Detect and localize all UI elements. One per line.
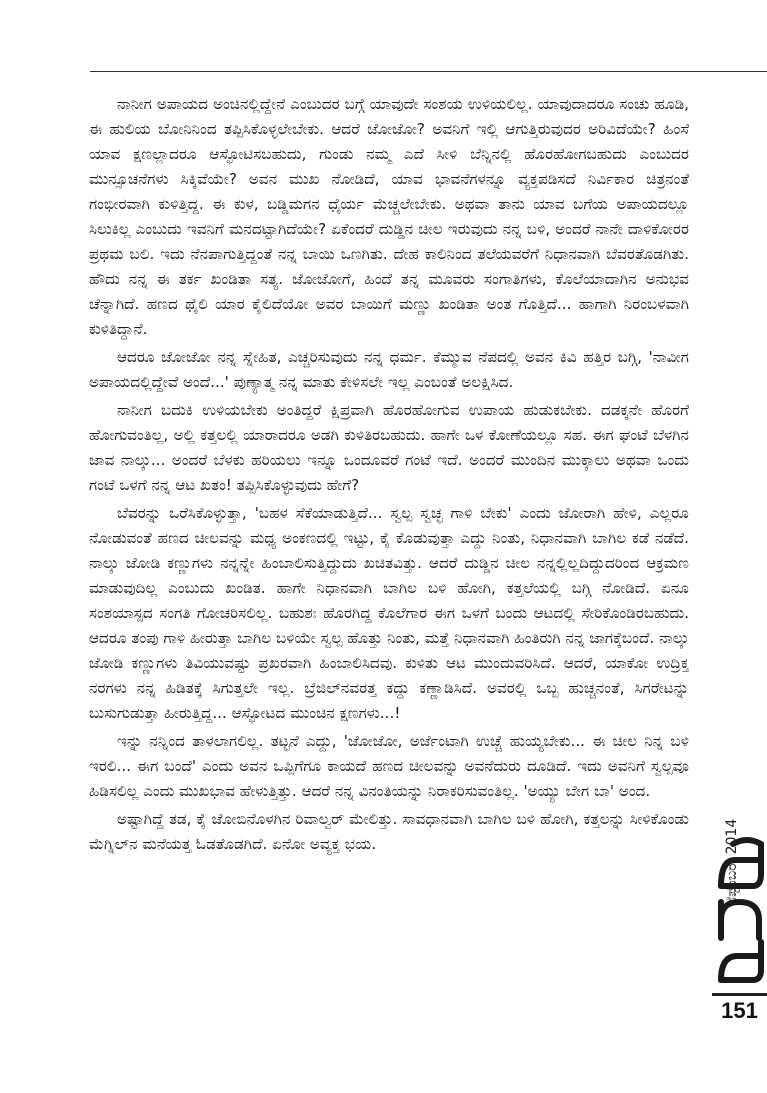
paragraph: ನಾನೀಗ ಅಪಾಯದ ಅಂಚಿನಲ್ಲಿದ್ದೇನೆ ಎಂಬುದರ ಬಗ್ಗೆ ಯಾವುದೇ ಸಂಶಯ ಉಳಿಯಲಿಲ್ಲ. ಯಾವುದಾದರೂ ಸಂಚು ಹೂಡಿ, ಈ ಹುಲಿಯ ಬೋನಿನಿಂದ ತಪ್ಪಿಸಿಕೊಳ್ಳಲೇಬೇಕು. ಆದರೆ ಜೋಜೋ? ಅವನಿಗೆ ಇಲ್ಲಿ ಆಗುತ್ತಿರುವುದರ ಅರಿವಿದೆಯೇ? ಹಿಂಸೆ ಯಾವ ಕ್ಷಣಲ್ಲಾದರೂ ಆಸ್ಫೋಟಿಸಬಹುದು, ಗುಂಡು ನಮ್ಮ ಎದೆ ಸೀಳಿ ಬೆನ್ನಿನಲ್ಲಿ ಹೊರಹೋಗಬಹುದು ಎಂಬುದರ ಮುನ್ಸೂಚನೆಗಳು ಸಿಕ್ಕಿವೆಯೇ? ಅವನ ಮುಖ ನೋಡಿದೆ, ಯಾವ ಭಾವನೆಗಳನ್ನೂ ವ್ಯಕ್ತಪಡಿಸದೆ ನಿರ್ವಿಕಾರ ಚಿತ್ರನಂತೆ ಗಂಭೀರವಾಗಿ ಕುಳಿತ್ತಿದ್ದ. ಈ ಕುಳ, ಬಡ್ಡಿಮಗನ ಧೈರ್ಯ ಮೆಚ್ಚಲೇಬೇಕು. ಅಥವಾ ತಾನು ಯಾವ ಬಗೆಯ ಅಪಾಯದಲ್ಲೂ ಸಿಲುಕಿಲ್ಲ ಎಂಬುದು ಇವನಿಗೆ ಮನದಟ್ಟಾಗಿದೆಯೇ? ಏಕೆಂದರೆ ದುಡ್ಡಿನ ಚೀಲ ಇರುವುದು ನನ್ನ ಬಳಿ, ಅಂದರೆ ನಾನೇ ದಾಳಿಕೋರರ ಪ್ರಥಮ ಬಲಿ. ಇದು ನೆನಪಾಗುತ್ತಿದ್ದಂತೆ ನನ್ನ ಬಾಯಿ ಒಣಗಿತು. ದೇಹ ಕಾಲಿನಿಂದ ತಲೆಯವರೆಗೆ ನಿಧಾನವಾಗಿ ಬೆವರತೊಡಗಿತು. ಹೌದು ನನ್ನ ಈ ತರ್ಕ ಖಂಡಿತಾ ಸತ್ಯ. ಜೋಜೋಗೆ, ಹಿಂದೆ ತನ್ನ ಮೂವರು ಸಂಗಾತಿಗಳು, ಕೊಲೆಯಾದಾಗಿನ ಅನುಭವ ಚೆನ್ನಾಗಿದೆ. ಹಣದ ಥೈಲಿ ಯಾರ ಕೈಲಿದೆಯೋ ಅವರ ಬಾಯಿಗೆ ಮಣ್ಣು ಖಂಡಿತಾ ಅಂತ ಗೊತ್ತಿದೆ... ಹಾಗಾಗಿ ನಿರಂಬಳವಾಗಿ ಕುಳಿತಿದ್ದಾನೆ. (89, 95, 689, 338)
magazine-logo (713, 830, 767, 986)
paragraph: ಅಷ್ಟಾಗಿದ್ದೆ ತಡ, ಕೈ ಜೋಬಿನೊಳಗಿನ ರಿವಾಲ್ವರ್ ಮೇಲಿತ್ತು. ಸಾವಧಾನವಾಗಿ ಬಾಗಿಲ ಬಳಿ ಹೋಗಿ, ಕತ್ತಲನ್ನು ಸೀಳಿಕೊಂಡು ಮೆಗ್ನಿಲ್‌ನ ಮನೆಯತ್ತ ಓಡತೊಡಗಿದೆ. ಏನೋ ಅವ್ಯಕ್ತ ಭಯ. (89, 810, 689, 853)
paragraph: ಬೆವರನ್ನು ಒರೆಸಿಕೊಳ್ಳುತ್ತಾ, 'ಬಹಳ ಸೆಕೆಯಾಡುತ್ತಿದೆ... ಸ್ವಲ್ಪ ಸ್ವಚ್ಛ ಗಾಳಿ ಬೇಕು' ಎಂದು ಜೋರಾಗಿ ಹೇಳಿ, ಎಲ್ಲರೂ ನೋಡುವಂತೆ ಹಣದ ಚೀಲವನ್ನು ಮಧ್ಯ ಅಂಕಣದಲ್ಲಿ ಇಟ್ಟು, ಕೈ ಕೊಡುವುತ್ತಾ ಎದ್ದು ನಿಂತು, ನಿಧಾನವಾಗಿ ಬಾಗಿಲ ಕಡೆ ನಡೆದೆ. ನಾಲ್ಕು ಜೋಡಿ ಕಣ್ಣುಗಳು ನನ್ನನ್ನೇ ಹಿಂಬಾಲಿಸುತ್ತಿದ್ದುದು ಖಚಿತವಿತ್ತು. ಆದರೆ ದುಡ್ಡಿನ ಚೀಲ ನನ್ನಲ್ಲಿಲ್ಲದಿದ್ದುದರಿಂದ ಆಕ್ರಮಣ ಮಾಡುವುದಿಲ್ಲ ಎಂಬುದು ಖಂಡಿತ. ಹಾಗೇ ನಿಧಾನವಾಗಿ ಬಾಗಿಲ ಬಳಿ ಹೋಗಿ, ಕತ್ತಲೆಯಲ್ಲಿ ಬಗ್ಗಿ ನೋಡಿದೆ. ಏನೂ ಸಂಶಯಾಸ್ಪದ ಸಂಗತಿ ಗೋಚರಿಸಲಿಲ್ಲ. ಬಹುಶಃ ಹೊರಗಿದ್ದ ಕೊಲೆಗಾರ ಈಗ ಒಳಗೆ ಬಂದು ಆಟದಲ್ಲಿ ಸೇರಿಕೊಂಡಿರಬಹುದು. ಆದರೂ ತಂಪು ಗಾಳಿ ಹೀರುತ್ತಾ ಬಾಗಿಲ ಬಳಿಯೇ ಸ್ವಲ್ಪ ಹೊತ್ತು ನಿಂತು, ಮತ್ತೆ ನಿಧಾನವಾಗಿ ಹಿಂತಿರುಗಿ ನನ್ನ ಜಾಗಕ್ಕೆಬಂದೆ. ನಾಲ್ಕು ಜೋಡಿ ಕಣ್ಣುಗಳು ತಿವಿಯುವಷ್ಟು ಪ್ರಖರವಾಗಿ ಹಿಂಬಾಲಿಸಿದವು. ಕುಳಿತು ಆಟ ಮುಂದುವರಿಸಿದೆ. ಆದರೆ, ಯಾಕೋ ಉದ್ರಿಕ್ತ ನರಗಳು ನನ್ನ ಹಿಡಿತಕ್ಕೆ ಸಿಗುತ್ತಲೇ ಇಲ್ಲ. ಬ್ರೆಜಿಲ್‌ನವರತ್ತ ಕದ್ದು ಕಣ್ಣಾಡಿಸಿದೆ. ಅವರಲ್ಲಿ ಒಬ್ಬ ಹುಚ್ಚನಂತೆ, ಸಿಗರೇಟನ್ನು ಬುಸುಗುಡುತ್ತಾ ಹೀರುತ್ತಿದ್ದ... ಆಸ್ಫೋಟದ ಮುಂಚಿನ ಕ್ಷಣಗಳು...! (89, 504, 689, 722)
paragraph: ಇನ್ನು ನನ್ನಿಂದ ತಾಳಲಾಗಲಿಲ್ಲ. ತಟ್ಟನೆ ಎದ್ದು, 'ಜೋಜೋ, ಅರ್ಜೆಂಟಾಗಿ ಉಚ್ಚೆ ಹುಯ್ಯಬೇಕು... ಈ ಚೀಲ ನಿನ್ನ ಬಳಿ ಇರಲಿ... ಈಗ ಬಂದೆ' ಎಂದು ಅವನ ಒಪ್ಪಿಗೆಗೂ ಕಾಯದೆ ಹಣದ ಚೀಲವನ್ನು ಅವನೆದುರು ದೂಡಿದೆ. ಇದು ಅವನಿಗೆ ಸ್ವಲ್ಪವೂ ಹಿಡಿಸಲಿಲ್ಲ ಎಂದು ಮುಖಭಾವ ಹೇಳುತ್ತಿತ್ತು. ಆದರೆ ನನ್ನ ವಿನಂತಿಯನ್ನು ನಿರಾಕರಿಸುವಂತಿಲ್ಲ. 'ಅಯ್ಯು ಬೇಗ ಬಾ' ಅಂದ. (89, 732, 689, 800)
magazine-sidebar (713, 830, 767, 986)
issue-date: ಸೆಪ್ಟೆಂಬರ್ 2014 (724, 818, 740, 905)
page-number: 151 (721, 998, 758, 1023)
paragraph: ನಾನೀಗ ಬದುಕಿ ಉಳಿಯಬೇಕು ಅಂತಿದ್ದರೆ ಕ್ಷಿಪ್ರವಾಗಿ ಹೊರಹೋಗುವ ಉಪಾಯ ಹುಡುಕಬೇಕು. ದಡಕ್ಕನೇ ಹೊರಗೆ ಹೋಗುವಂತಿಲ್ಲ, ಅಲ್ಲಿ ಕತ್ತಲಲ್ಲಿ ಯಾರಾದರೂ ಅಡಗಿ ಕುಳಿತಿರಬಹುದು. ಹಾಗೇ ಒಳ ಕೋಣೆಯಲ್ಲೂ ಸಹ. ಈಗ ಘಂಟೆ ಬೆಳಗಿನ ಜಾವ ನಾಲ್ಕು... ಅಂದರೆ ಬೆಳಕು ಹರಿಯಲು ಇನ್ನೂ ಒಂದೂವರೆ ಗಂಟೆ ಇದೆ. ಅಂದರೆ ಮುಂದಿನ ಮುಕ್ಕಾಲು ಅಥವಾ ಒಂದು ಗಂಟೆ ಒಳಗೆ ನನ್ನ ಆಟ ಖತಂ! ತಪ್ಪಿಸಿಕೊಳ್ಳುವುದು ಹೇಗೆ? (89, 401, 689, 494)
paragraph: ಆದರೂ ಜೋಜೋ ನನ್ನ ಸ್ನೇಹಿತ, ಎಚ್ಚರಿಸುವುದು ನನ್ನ ಧರ್ಮ. ಕೆಮ್ಮುವ ನೆಪದಲ್ಲಿ ಅವನ ಕಿವಿ ಹತ್ತಿರ ಬಗ್ಗಿ, 'ನಾವೀಗ ಅಪಾಯದಲ್ಲಿದ್ದೇವೆ ಅಂದೆ...' ಪುಣ್ಯಾತ್ಮ ನನ್ನ ಮಾತು ಕೇಳಿಸಲೇ ಇಲ್ಲ ಎಂಬಂತೆ ಅಲಕ್ಷಿಸಿದ. (89, 348, 689, 391)
footer-rule (712, 993, 767, 996)
top-rule (90, 71, 767, 72)
article-body (89, 92, 689, 857)
